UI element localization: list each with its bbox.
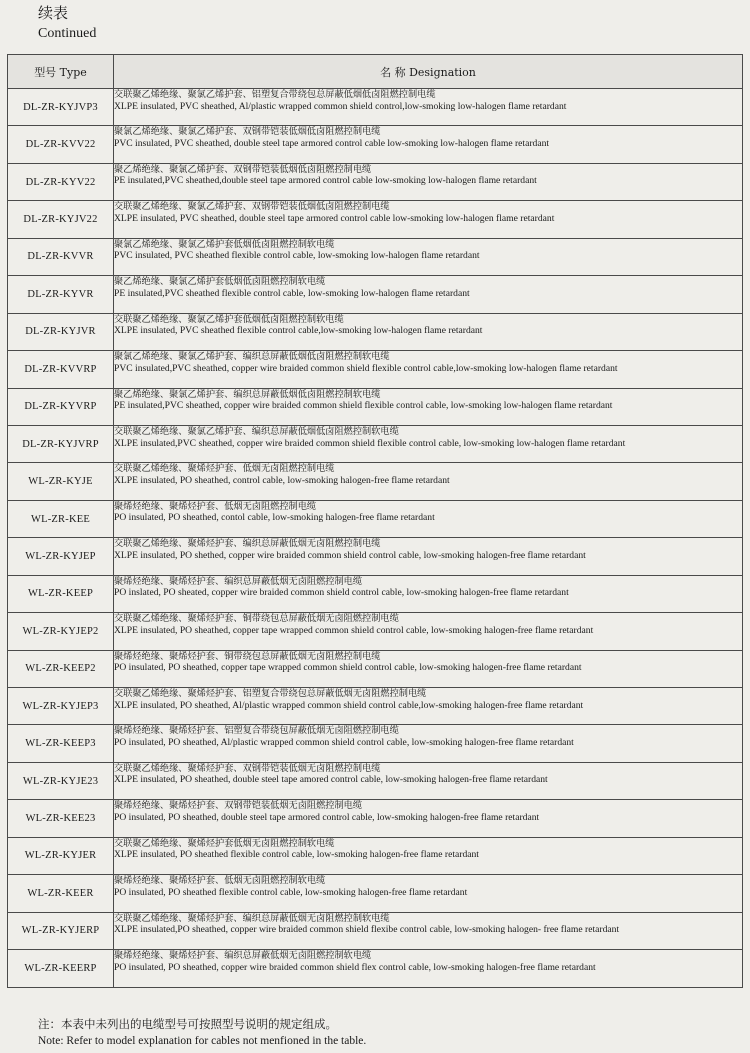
cell-type: WL-ZR-KYJE23	[8, 762, 114, 799]
designation-zh: 聚氯乙烯绝缘、聚氯乙烯护套、双钢带铠装低烟低卤阻燃控制电缆	[114, 126, 381, 138]
designation-zh: 聚烯烃绝缘、聚烯烃护套、双钢带铠装低烟无卤阻燃控制电缆	[114, 800, 363, 812]
cell-type: WL-ZR-KEE23	[8, 800, 114, 837]
column-header-type: 型号 Type	[8, 55, 114, 89]
cell-designation	[114, 201, 743, 238]
table-row	[8, 388, 743, 425]
cell-type: WL-ZR-KYJER	[8, 837, 114, 874]
designation-en: XLPE insulated, PO sheathed, copper tape wrapped common shield control cable, low-smoking halogen-free flame retardant	[114, 624, 594, 636]
cable-spec-table	[7, 54, 743, 988]
table-row	[8, 725, 743, 762]
designation-zh: 聚烯烃绝缘、聚烯烃护套、编织总屏蔽低烟无卤阻燃控制电缆	[114, 575, 363, 587]
table-row	[8, 351, 743, 388]
table-body	[8, 89, 743, 988]
designation-zh: 聚乙烯绝缘、聚氯乙烯护套、编织总屏蔽低烟低卤阻燃控制软电缆	[114, 388, 381, 400]
designation-en: XLPE insulated, PVC sheathed flexible control cable,low-smoking low-halogen flame retardant	[114, 325, 483, 337]
designation-zh: 交联聚乙烯绝缘、聚氯乙烯护套、铝塑复合带绕包总屏蔽低烟低卤阻燃控制电缆	[114, 89, 436, 100]
designation-en: XLPE insulated, PO sheathed, control cable, low-smoking halogen-free flame retardant	[114, 474, 450, 486]
cell-type: DL-ZR-KYVR	[8, 276, 114, 313]
cell-type: DL-ZR-KYVRP	[8, 388, 114, 425]
designation-zh: 交联聚乙烯绝缘、聚氯乙烯护套低烟低卤阻燃控制软电缆	[114, 313, 344, 325]
cell-type: WL-ZR-KEEP3	[8, 725, 114, 762]
table-row	[8, 837, 743, 874]
designation-en: PE insulated,PVC sheathed, copper wire braided common shield flexible control cable, low-smoking low-halogen flame retardant	[114, 400, 613, 412]
designation-zh: 交联聚乙烯绝缘、聚烯烃护套、编织总屏蔽低烟无卤阻燃控制软电缆	[114, 912, 390, 924]
cell-designation	[114, 313, 743, 350]
cell-type: WL-ZR-KYJEP	[8, 538, 114, 575]
table-row	[8, 89, 743, 126]
table-row	[8, 613, 743, 650]
cell-designation	[114, 837, 743, 874]
table-row	[8, 201, 743, 238]
cell-designation	[114, 425, 743, 462]
cell-designation	[114, 875, 743, 912]
designation-en: XLPE insulated, PO shethed, copper wire braided common shield control cable, low-smoking halogen-free flame retardant	[114, 549, 586, 561]
designation-zh: 交联聚乙烯绝缘、聚氯乙烯护套、编织总屏蔽低烟低卤阻燃控制软电缆	[114, 425, 399, 437]
table-row	[8, 313, 743, 350]
table-row	[8, 650, 743, 687]
cell-designation	[114, 500, 743, 537]
cell-type: WL-ZR-KEEP2	[8, 650, 114, 687]
designation-en: XLPE insulated,PO sheathed, copper wire braided common shield flexibe control cable, low-smoking halogen- free flame retardant	[114, 924, 620, 936]
cell-type: DL-ZR-KYJVR	[8, 313, 114, 350]
cell-designation	[114, 912, 743, 949]
table-row	[8, 575, 743, 612]
designation-en: PO inslated, PO sheated, copper wire braided common shield control cable, low-smoking halogen-free flame retardant	[114, 587, 569, 599]
table-row	[8, 538, 743, 575]
designation-en: PE insulated,PVC sheathed flexible control cable, low-smoking low-halogen flame retardant	[114, 287, 470, 299]
table-row	[8, 875, 743, 912]
designation-en: PVC insulated, PVC sheathed flexible control cable, low-smoking low-halogen flame retardant	[114, 250, 480, 262]
designation-en: XLPE insulated,PVC sheathed, copper wire braided common shield flexible control cable, low-smoking low-halogen flame retardant	[114, 437, 626, 449]
cell-type: WL-ZR-KYJEP3	[8, 688, 114, 725]
footnote-zh: 注：本表中未列出的电缆型号可按照型号说明的规定组成。	[38, 1017, 337, 1031]
designation-zh: 交联聚乙烯绝缘、聚烯烃护套低烟无卤阻燃控制软电缆	[114, 837, 335, 849]
cell-designation	[114, 688, 743, 725]
cell-type: DL-ZR-KYV22	[8, 163, 114, 200]
cell-type: DL-ZR-KVVR	[8, 238, 114, 275]
designation-zh: 聚氯乙烯绝缘、聚氯乙烯护套、编织总屏蔽低烟低卤阻燃控制软电缆	[114, 351, 390, 363]
cell-type: WL-ZR-KEEP	[8, 575, 114, 612]
designation-en: PE insulated,PVC sheathed,double steel tape armored control cable low-smoking low-halogen flame retardant	[114, 175, 537, 187]
cell-type: DL-ZR-KVVRP	[8, 351, 114, 388]
cell-designation	[114, 163, 743, 200]
designation-zh: 交联聚乙烯绝缘、聚烯烃护套、编织总屏蔽低烟无卤阻燃控制电缆	[114, 538, 381, 550]
column-header-designation: 名 称 Designation	[114, 55, 743, 89]
cell-type: WL-ZR-KEERP	[8, 950, 114, 987]
heading-continued-en: Continued	[38, 26, 97, 41]
designation-zh: 聚乙烯绝缘、聚氯乙烯护套、双钢带铠装低烟低卤阻燃控制电缆	[114, 163, 372, 175]
cell-designation	[114, 613, 743, 650]
designation-en: PVC insulated, PVC sheathed, double steel tape armored control cable low-smoking low-halogen flame retardant	[114, 138, 550, 150]
table-row	[8, 238, 743, 275]
designation-en: PO insulated, PO sheathed, copper wire braided common shield flex control cable, low-smoking halogen-free flame retardant	[114, 961, 596, 973]
cell-designation	[114, 725, 743, 762]
cell-designation	[114, 89, 743, 126]
designation-zh: 交联聚乙烯绝缘、聚烯烃护套、双钢带铠装低烟无卤阻燃控制电缆	[114, 762, 381, 774]
designation-zh: 交联聚乙烯绝缘、聚氯乙烯护套、双钢带铠装低烟低卤阻燃控制电缆	[114, 201, 390, 213]
designation-en: XLPE insulated, PO sheathed, Al/plastic wrapped common shield control cable,low-smoking halogen-free flame retardant	[114, 699, 584, 711]
table-row	[8, 500, 743, 537]
table-row	[8, 163, 743, 200]
designation-en: PVC insulated,PVC sheathed, copper wire braided common shield flexible control cable,low-smoking low-halogen flame retardant	[114, 362, 618, 374]
designation-zh: 聚乙烯绝缘、聚氯乙烯护套低烟低卤阻燃控制软电缆	[114, 276, 326, 288]
table-row	[8, 425, 743, 462]
cell-type: DL-ZR-KVV22	[8, 126, 114, 163]
table-row	[8, 688, 743, 725]
cell-type: WL-ZR-KYJEP2	[8, 613, 114, 650]
footnote-en: Note: Refer to model explanation for cables not menfioned in the table.	[38, 1035, 367, 1047]
cell-type: DL-ZR-KYJVRP	[8, 425, 114, 462]
designation-en: PO insulated, PO sheathed, Al/plastic wrapped common shield control cable, low-smoking halogen-free flame retardant	[114, 737, 574, 749]
table-row	[8, 762, 743, 799]
designation-zh: 交联聚乙烯绝缘、聚烯烃护套、铜带绕包总屏蔽低烟无卤阻燃控制电缆	[114, 613, 399, 625]
table-row	[8, 912, 743, 949]
table-row	[8, 463, 743, 500]
cell-designation	[114, 538, 743, 575]
cell-designation	[114, 463, 743, 500]
designation-en: XLPE insulated, PO sheathed, double steel tape amored control cable, low-smoking halogen-free flame retardant	[114, 774, 548, 786]
cell-type: WL-ZR-KEE	[8, 500, 114, 537]
cell-designation	[114, 388, 743, 425]
cell-type: WL-ZR-KEER	[8, 875, 114, 912]
designation-en: PO insulated, PO sheathed, copper tape wrapped common shield control cable, low-smoking halogen-free flame retardant	[114, 662, 582, 674]
designation-en: PO insulated, PO sheathed, contol cable, low-smoking halogen-free flame retardant	[114, 512, 435, 524]
cell-type: DL-ZR-KYJVP3	[8, 89, 114, 126]
cell-designation	[114, 800, 743, 837]
cell-designation	[114, 276, 743, 313]
table-row	[8, 276, 743, 313]
designation-zh: 聚烯烃绝缘、聚烯烃护套、铝塑复合带绕包屏蔽低烟无卤阻燃控制电缆	[114, 725, 399, 737]
designation-zh: 聚烯烃绝缘、聚烯烃护套、低烟无卤阻燃控制软电缆	[114, 875, 326, 887]
designation-zh: 交联聚乙烯绝缘、聚烯烃护套、铝塑复合带绕包总屏蔽低烟无卤阻燃控制电缆	[114, 688, 427, 699]
heading-continued-zh: 续表	[38, 4, 69, 22]
cell-designation	[114, 126, 743, 163]
designation-en: XLPE insulated, PVC sheathed, double steel tape armored control cable low-smoking low-halogen flame retardant	[114, 212, 555, 224]
designation-zh: 聚烯烃绝缘、聚烯烃护套、编织总屏蔽低烟无卤阻燃控制软电缆	[114, 950, 372, 962]
cell-type: DL-ZR-KYJV22	[8, 201, 114, 238]
designation-en: XLPE insulated, PVC sheathed, Al/plastic wrapped common shield control,low-smoking low-halogen flame retardant	[114, 100, 567, 112]
cell-designation	[114, 238, 743, 275]
cell-designation	[114, 351, 743, 388]
designation-zh: 聚氯乙烯绝缘、聚氯乙烯护套低烟低卤阻燃控制软电缆	[114, 238, 335, 250]
cell-designation	[114, 575, 743, 612]
cell-designation	[114, 762, 743, 799]
table-row	[8, 950, 743, 987]
cell-designation	[114, 950, 743, 987]
table-row	[8, 126, 743, 163]
cell-designation	[114, 650, 743, 687]
cell-type: WL-ZR-KYJERP	[8, 912, 114, 949]
designation-zh: 聚烯烃绝缘、聚烯烃护套、铜带绕包总屏蔽低烟无卤阻燃控制电缆	[114, 650, 381, 662]
table-row	[8, 800, 743, 837]
designation-en: PO insulated, PO sheathed, double steel tape armored control cable, low-smoking halogen-free flame retardant	[114, 811, 540, 823]
designation-zh: 交联聚乙烯绝缘、聚烯烃护套、低烟无卤阻燃控制电缆	[114, 463, 335, 475]
designation-zh: 聚烯烃绝缘、聚烯烃护套、低烟无卤阻燃控制电缆	[114, 500, 317, 512]
designation-en: XLPE insulated, PO sheathed flexible control cable, low-smoking halogen-free flame retardant	[114, 849, 479, 861]
cell-type: WL-ZR-KYJE	[8, 463, 114, 500]
designation-en: PO insulated, PO sheathed flexible control cable, low-smoking halogen-free flame retardant	[114, 886, 468, 898]
